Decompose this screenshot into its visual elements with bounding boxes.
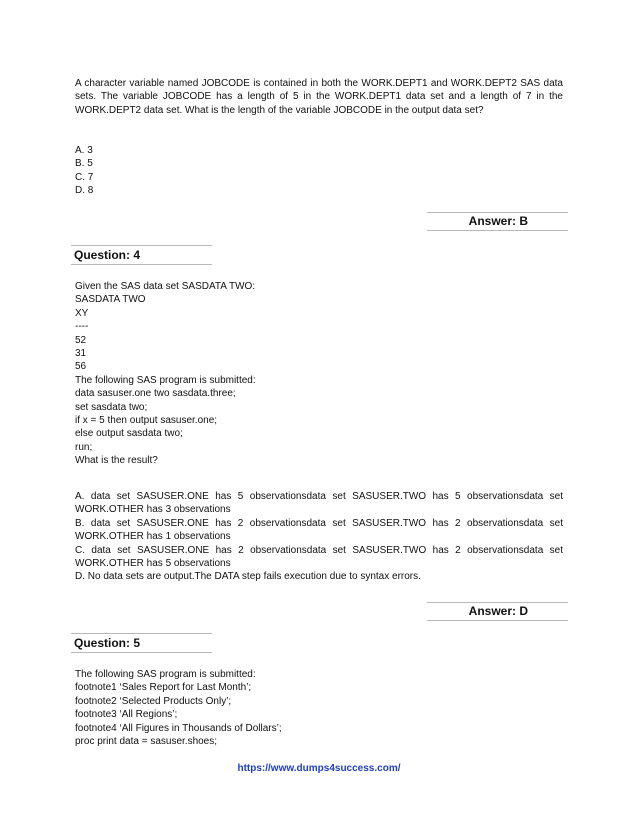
q3-answer-box (427, 212, 568, 231)
divider (427, 620, 568, 621)
q4-body (75, 280, 563, 468)
q5-line: footnote4 ‘All Figures in Thousands of Dollars’; (75, 722, 282, 734)
q4-line: if x = 5 then output sasuser.one; (75, 415, 218, 427)
q4-heading-box (71, 245, 212, 265)
q4-line: XY (75, 307, 89, 319)
q3-options (75, 144, 563, 198)
q4-option-d: D. No data sets are output.The DATA step fails execution due to syntax errors. (75, 571, 421, 583)
q3-option-d: D. 8 (75, 185, 94, 197)
q3-option-c: C. 7 (75, 171, 94, 183)
q4-options (75, 490, 563, 584)
q5-line: footnote3 ‘All Regions’; (75, 709, 178, 721)
q4-line: What is the result? (75, 455, 158, 467)
q3-option-b: B. 5 (75, 158, 93, 170)
q4-line: 52 (75, 334, 87, 346)
q4-line: else output sasdata two; (75, 428, 183, 440)
q4-line: The following SAS program is submitted: (75, 374, 256, 386)
q4-option-a: A. data set SASUSER.ONE has 5 observationsdata set SASUSER.TWO has 5 observationsdata set WORK.OTHER has 3 observations (75, 491, 563, 516)
q3-answer: Answer: B (468, 214, 528, 228)
q5-line: The following SAS program is submitted: (75, 669, 256, 680)
divider (427, 230, 568, 231)
q3-stem: A character variable named JOBCODE is contained in both the WORK.DEPT1 and WORK.DEPT2 SAS data sets. The variable JOBCODE has a length of 5 in the WORK.DEPT1 data set and a length of 7 in the WORK.DEPT2 data set. What is the length of the variable JOBCODE in the output data set? (75, 78, 563, 116)
q5-line: footnote1 ‘Sales Report for Last Month’; (75, 682, 252, 694)
q5-heading: Question: 5 (74, 636, 141, 650)
q4-line: Given the SAS data set SASDATA TWO: (75, 281, 256, 292)
q5-line: proc print data = sasuser.shoes; (75, 736, 218, 748)
q4-option-c: C. data set SASUSER.ONE has 2 observationsdata set SASUSER.TWO has 2 observationsdata set WORK.OTHER has 5 observations (75, 544, 563, 570)
q4-line: SASDATA TWO (75, 294, 146, 306)
q4-answer-box (427, 602, 568, 621)
q4-line: ---- (75, 321, 89, 333)
q5-body (75, 668, 563, 748)
q5-line: footnote2 ‘Selected Products Only’; (75, 695, 232, 707)
divider (71, 264, 212, 265)
q4-line: 56 (75, 361, 87, 373)
q4-line: set sasdata two; (75, 401, 148, 413)
q4-line: run; (75, 441, 93, 453)
q4-heading: Question: 4 (74, 248, 141, 262)
q5-heading-box (71, 633, 212, 653)
page-footer (0, 762, 638, 775)
q4-line: 31 (75, 348, 87, 360)
divider (71, 652, 212, 653)
q3-option-a: A. 3 (75, 145, 93, 156)
q4-option-b: B. data set SASUSER.ONE has 2 observationsdata set SASUSER.TWO has 2 observationsdata set WORK.OTHER has 1 observations (75, 517, 563, 543)
footer-link[interactable]: https://www.dumps4success.com/ (237, 763, 401, 774)
q4-answer: Answer: D (468, 604, 528, 618)
q4-line: data sasuser.one two sasdata.three; (75, 388, 236, 400)
